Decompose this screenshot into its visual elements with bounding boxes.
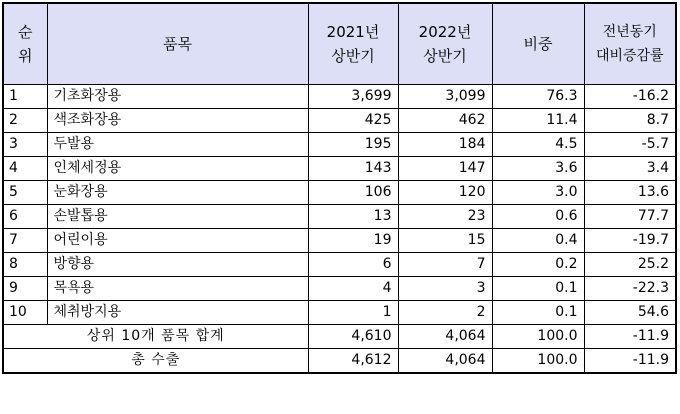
cell-item: 기초화장용 <box>47 85 308 109</box>
cosmetics-export-table <box>2 2 677 374</box>
cell-yoy: 25.2 <box>584 253 676 277</box>
total-row-all <box>3 349 676 374</box>
cell-share: 100.0 <box>492 349 584 374</box>
cell-2022: 2 <box>398 301 492 325</box>
header-item: 품목 <box>47 3 308 85</box>
table-row <box>3 205 676 229</box>
cell-share: 0.1 <box>492 277 584 301</box>
cell-item: 방향용 <box>47 253 308 277</box>
cell-yoy: -22.3 <box>584 277 676 301</box>
cell-item: 어린이용 <box>47 229 308 253</box>
cell-2022: 3 <box>398 277 492 301</box>
cell-2022: 4,064 <box>398 349 492 374</box>
cell-total-label: 총 수출 <box>3 349 308 374</box>
table-row <box>3 181 676 205</box>
cell-yoy: 8.7 <box>584 109 676 133</box>
cell-share: 100.0 <box>492 325 584 349</box>
cell-share: 0.4 <box>492 229 584 253</box>
cell-2022: 147 <box>398 157 492 181</box>
table-row <box>3 277 676 301</box>
header-2021-line-1: 2021년 <box>326 23 380 41</box>
total-row-top10 <box>3 325 676 349</box>
cell-yoy: -11.9 <box>584 349 676 374</box>
cell-rank: 8 <box>3 253 47 277</box>
cell-2021: 1 <box>308 301 398 325</box>
cell-2021: 195 <box>308 133 398 157</box>
table-row <box>3 157 676 181</box>
cell-rank: 5 <box>3 181 47 205</box>
cell-2021: 13 <box>308 205 398 229</box>
cell-rank: 1 <box>3 85 47 109</box>
cell-2021: 3,699 <box>308 85 398 109</box>
table-body <box>3 85 676 374</box>
cell-2022: 184 <box>398 133 492 157</box>
cell-rank: 6 <box>3 205 47 229</box>
header-2022 <box>398 3 492 85</box>
header-2021 <box>308 3 398 85</box>
header-yoy-line-2: 대비증감률 <box>595 48 664 64</box>
header-yoy-line-1: 전년동기 <box>602 24 657 40</box>
cell-2021: 143 <box>308 157 398 181</box>
cell-2022: 23 <box>398 205 492 229</box>
cell-item: 목욕용 <box>47 277 308 301</box>
cell-item: 색조화장용 <box>47 109 308 133</box>
cell-share: 0.1 <box>492 301 584 325</box>
cell-2022: 3,099 <box>398 85 492 109</box>
cell-share: 0.2 <box>492 253 584 277</box>
cell-item: 눈화장용 <box>47 181 308 205</box>
cell-share: 11.4 <box>492 109 584 133</box>
cell-2021: 425 <box>308 109 398 133</box>
cell-2021: 19 <box>308 229 398 253</box>
cell-rank: 3 <box>3 133 47 157</box>
header-share: 비중 <box>492 3 584 85</box>
cell-item: 손발톱용 <box>47 205 308 229</box>
cell-share: 3.0 <box>492 181 584 205</box>
cell-yoy: -19.7 <box>584 229 676 253</box>
table-row <box>3 229 676 253</box>
cell-2021: 4,612 <box>308 349 398 374</box>
cell-yoy: 13.6 <box>584 181 676 205</box>
cell-item: 인체세정용 <box>47 157 308 181</box>
cell-2022: 462 <box>398 109 492 133</box>
cell-share: 4.5 <box>492 133 584 157</box>
cell-rank: 2 <box>3 109 47 133</box>
cell-share: 76.3 <box>492 85 584 109</box>
cell-share: 3.6 <box>492 157 584 181</box>
cell-rank: 10 <box>3 301 47 325</box>
table-row <box>3 85 676 109</box>
table-row <box>3 301 676 325</box>
cell-yoy: -16.2 <box>584 85 676 109</box>
cell-2021: 106 <box>308 181 398 205</box>
export-table-container <box>2 2 675 374</box>
cell-yoy: 54.6 <box>584 301 676 325</box>
cell-yoy: -5.7 <box>584 133 676 157</box>
table-row <box>3 253 676 277</box>
cell-share: 0.6 <box>492 205 584 229</box>
table-row <box>3 133 676 157</box>
cell-2022: 120 <box>398 181 492 205</box>
cell-item: 두발용 <box>47 133 308 157</box>
cell-rank: 4 <box>3 157 47 181</box>
cell-2022: 4,064 <box>398 325 492 349</box>
cell-rank: 9 <box>3 277 47 301</box>
cell-yoy: 77.7 <box>584 205 676 229</box>
table-row <box>3 109 676 133</box>
cell-yoy: -11.9 <box>584 325 676 349</box>
header-yoy <box>584 3 676 85</box>
header-rank-line-1: 순 <box>18 23 33 41</box>
header-row <box>3 3 676 85</box>
header-rank <box>3 3 47 85</box>
cell-2021: 6 <box>308 253 398 277</box>
header-2022-line-1: 2022년 <box>418 23 472 41</box>
header-2022-line-2: 상반기 <box>423 47 467 65</box>
cell-2022: 7 <box>398 253 492 277</box>
cell-total-label: 상위 10개 품목 합계 <box>3 325 308 349</box>
cell-rank: 7 <box>3 229 47 253</box>
cell-2021: 4 <box>308 277 398 301</box>
cell-yoy: 3.4 <box>584 157 676 181</box>
header-rank-line-2: 위 <box>18 47 33 65</box>
cell-item: 체취방지용 <box>47 301 308 325</box>
cell-2021: 4,610 <box>308 325 398 349</box>
cell-2022: 15 <box>398 229 492 253</box>
header-2021-line-2: 상반기 <box>331 47 375 65</box>
